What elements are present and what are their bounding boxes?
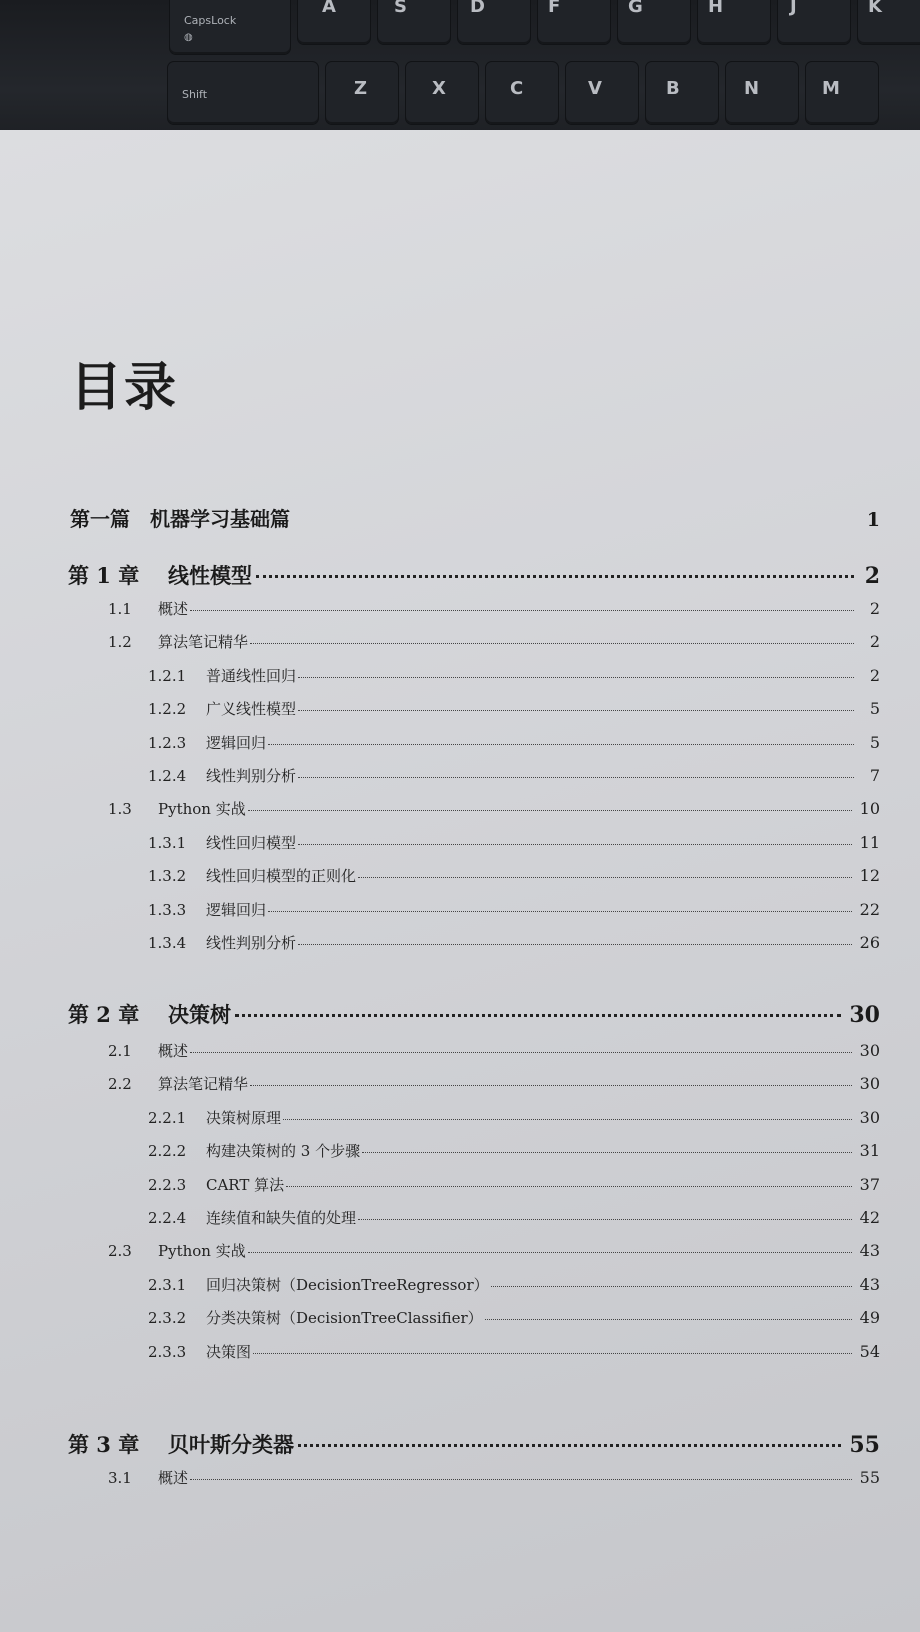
- entry-number: 1.3.4: [148, 934, 187, 952]
- entry-title: Python 实战: [158, 800, 246, 819]
- chapter-number: 第 2 章: [68, 1002, 140, 1027]
- capslock-label: CapsLock: [184, 14, 237, 27]
- subsection-entry: [148, 1274, 880, 1295]
- chapter-page-number: 2: [864, 563, 880, 589]
- dotted-leader: [248, 810, 852, 811]
- entry-title: 回归决策树（DecisionTreeRegressor）: [206, 1275, 489, 1294]
- capslock-indicator-icon: ◍: [184, 32, 193, 43]
- entry-title: 决策树原理: [206, 1108, 282, 1127]
- entry-number: 1.3.2: [148, 867, 187, 886]
- dotted-leader: [298, 710, 854, 711]
- entry-number: 1.2.3: [148, 733, 187, 752]
- dotted-leader: [190, 1052, 852, 1053]
- entry-number: 2.1: [108, 1042, 132, 1060]
- section-entry: [108, 598, 880, 619]
- entry-page-number: 49: [859, 1308, 880, 1328]
- shift-label: Shift: [182, 88, 208, 101]
- subsection-entry: [148, 1140, 880, 1161]
- entry-number: 2.3: [108, 1242, 132, 1261]
- dotted-leader: [358, 1219, 852, 1220]
- entry-page-number: 31: [859, 1141, 880, 1161]
- section-entry: [108, 1073, 880, 1094]
- dotted-leader: [235, 1014, 841, 1017]
- entry-number: 1.2: [108, 633, 132, 652]
- entry-number: 2.3.2: [148, 1309, 187, 1328]
- entry-title: 线性判别分析: [206, 767, 297, 785]
- entry-number: 2.2.4: [148, 1209, 187, 1227]
- subsection-entry: [148, 732, 880, 753]
- chapter-heading: [68, 1429, 880, 1459]
- entry-page-number: 26: [859, 933, 880, 952]
- entry-title: 算法笔记精华: [158, 1075, 249, 1094]
- dotted-leader: [298, 1444, 841, 1447]
- part-title: 第一篇 机器学习基础篇: [70, 507, 290, 531]
- dotted-leader: [268, 911, 852, 912]
- entry-title: 线性判别分析: [206, 934, 297, 952]
- entry-number: 1.3.3: [148, 900, 187, 919]
- dotted-leader: [286, 1186, 852, 1187]
- dotted-leader: [362, 1152, 852, 1153]
- subsection-entry: [148, 765, 880, 786]
- subsection-entry: [148, 832, 880, 853]
- key-n: N: [726, 62, 798, 124]
- subsection-entry: [148, 1307, 880, 1328]
- entry-number: 1.3: [108, 800, 132, 819]
- entry-title: 概述: [158, 1042, 189, 1060]
- entry-page-number: 5: [869, 699, 880, 719]
- dotted-leader: [485, 1319, 852, 1320]
- key-f: F: [538, 0, 610, 44]
- key-k: K: [858, 0, 920, 44]
- chapter-heading: [68, 560, 880, 590]
- chapter-page-number: 55: [849, 1432, 880, 1458]
- dotted-leader: [190, 610, 854, 611]
- entry-title: 决策图: [206, 1342, 252, 1361]
- entry-title: 分类决策树（DecisionTreeClassifier）: [206, 1309, 483, 1328]
- key-h: H: [698, 0, 770, 44]
- chapter-title: 线性模型: [168, 563, 252, 588]
- entry-page-number: 11: [859, 832, 880, 852]
- subsection-entry: [148, 698, 880, 719]
- section-entry: [108, 1240, 880, 1261]
- key-s: S: [378, 0, 450, 44]
- entry-number: 2.3.1: [148, 1275, 187, 1294]
- dotted-leader: [190, 1479, 852, 1480]
- key-d: D: [458, 0, 530, 44]
- chapter-title: 贝叶斯分类器: [168, 1432, 294, 1457]
- entry-title: 概述: [158, 1469, 189, 1487]
- dotted-leader: [250, 643, 854, 644]
- entry-number: 1.3.1: [148, 833, 187, 852]
- entry-title: 线性回归模型的正则化: [206, 867, 357, 886]
- key-g: G: [618, 0, 690, 44]
- entry-title: 逻辑回归: [206, 733, 267, 752]
- chapter-heading: [68, 999, 880, 1029]
- entry-page-number: 37: [859, 1174, 880, 1194]
- entry-number: 2.2.3: [148, 1175, 187, 1194]
- entry-title: 概述: [158, 600, 189, 618]
- entry-title: 逻辑回归: [206, 900, 267, 919]
- entry-page-number: 42: [859, 1208, 880, 1227]
- entry-title: 普通线性回归: [206, 666, 297, 685]
- subsection-entry: [148, 1207, 880, 1228]
- key-j: J: [778, 0, 850, 44]
- entry-number: 1.2.4: [148, 767, 187, 785]
- subsection-entry: [148, 1107, 880, 1128]
- section-entry: [108, 1040, 880, 1061]
- subsection-entry: [148, 899, 880, 920]
- entry-page-number: 2: [869, 665, 880, 685]
- entry-page-number: 10: [859, 799, 880, 819]
- dotted-leader: [256, 575, 854, 578]
- key-c: C: [486, 62, 558, 124]
- section-entry: [108, 798, 880, 819]
- key-v: V: [566, 62, 638, 124]
- entry-number: 2.2.1: [148, 1108, 187, 1127]
- chapter-page-number: 30: [849, 1002, 880, 1028]
- entry-page-number: 54: [859, 1341, 880, 1361]
- section-entry: [108, 631, 880, 652]
- section-entry: [108, 1467, 880, 1488]
- entry-number: 2.2.2: [148, 1142, 187, 1161]
- dotted-leader: [268, 744, 854, 745]
- dotted-leader: [253, 1353, 852, 1354]
- capslock-key: [170, 0, 290, 54]
- entry-title: 连续值和缺失值的处理: [206, 1209, 357, 1227]
- subsection-entry: [148, 932, 880, 953]
- entry-page-number: 55: [859, 1468, 880, 1487]
- key-z: Z: [326, 62, 398, 124]
- chapter-title: 决策树: [168, 1002, 231, 1027]
- dotted-leader: [250, 1085, 852, 1086]
- entry-page-number: 7: [869, 766, 880, 785]
- dotted-leader: [358, 877, 852, 878]
- entry-number: 1.1: [108, 600, 132, 618]
- entry-number: 2.3.3: [148, 1342, 187, 1361]
- entry-title: 线性回归模型: [206, 833, 297, 852]
- part-heading: [70, 503, 880, 532]
- entry-title: Python 实战: [158, 1242, 246, 1261]
- dotted-leader: [248, 1252, 852, 1253]
- chapter-number: 第 3 章: [68, 1432, 140, 1457]
- entry-page-number: 30: [859, 1074, 880, 1094]
- key-m: M: [806, 62, 878, 124]
- entry-page-number: 2: [869, 632, 880, 652]
- book-page: [0, 130, 920, 1632]
- key-b: B: [646, 62, 718, 124]
- dotted-leader: [283, 1119, 852, 1120]
- subsection-entry: [148, 1341, 880, 1362]
- key-a: A: [298, 0, 370, 44]
- subsection-entry: [148, 665, 880, 686]
- entry-title: 算法笔记精华: [158, 633, 249, 652]
- shift-key: [168, 62, 318, 124]
- entry-page-number: 2: [869, 599, 880, 618]
- keyboard-background: [0, 0, 920, 150]
- subsection-entry: [148, 865, 880, 886]
- chapter-number: 第 1 章: [68, 563, 140, 588]
- part-page-number: 1: [866, 509, 880, 531]
- entry-page-number: 30: [859, 1107, 880, 1127]
- dotted-leader: [491, 1286, 852, 1287]
- entry-number: 1.2.1: [148, 666, 187, 685]
- page-title: 目录: [70, 357, 179, 418]
- entry-title: 构建决策树的 3 个步骤: [206, 1142, 361, 1161]
- entry-title: CART 算法: [206, 1175, 285, 1194]
- entry-page-number: 30: [859, 1041, 880, 1060]
- entry-title: 广义线性模型: [206, 700, 297, 719]
- entry-page-number: 5: [869, 732, 880, 752]
- subsection-entry: [148, 1174, 880, 1195]
- dotted-leader: [298, 944, 852, 945]
- entry-number: 3.1: [108, 1469, 132, 1487]
- entry-page-number: 22: [859, 899, 880, 919]
- entry-number: 1.2.2: [148, 700, 187, 719]
- dotted-leader: [298, 777, 854, 778]
- entry-page-number: 43: [859, 1274, 880, 1294]
- dotted-leader: [298, 844, 852, 845]
- entry-number: 2.2: [108, 1075, 132, 1094]
- entry-page-number: 12: [859, 866, 880, 886]
- key-x: X: [406, 62, 478, 124]
- dotted-leader: [298, 677, 854, 678]
- entry-page-number: 43: [859, 1241, 880, 1261]
